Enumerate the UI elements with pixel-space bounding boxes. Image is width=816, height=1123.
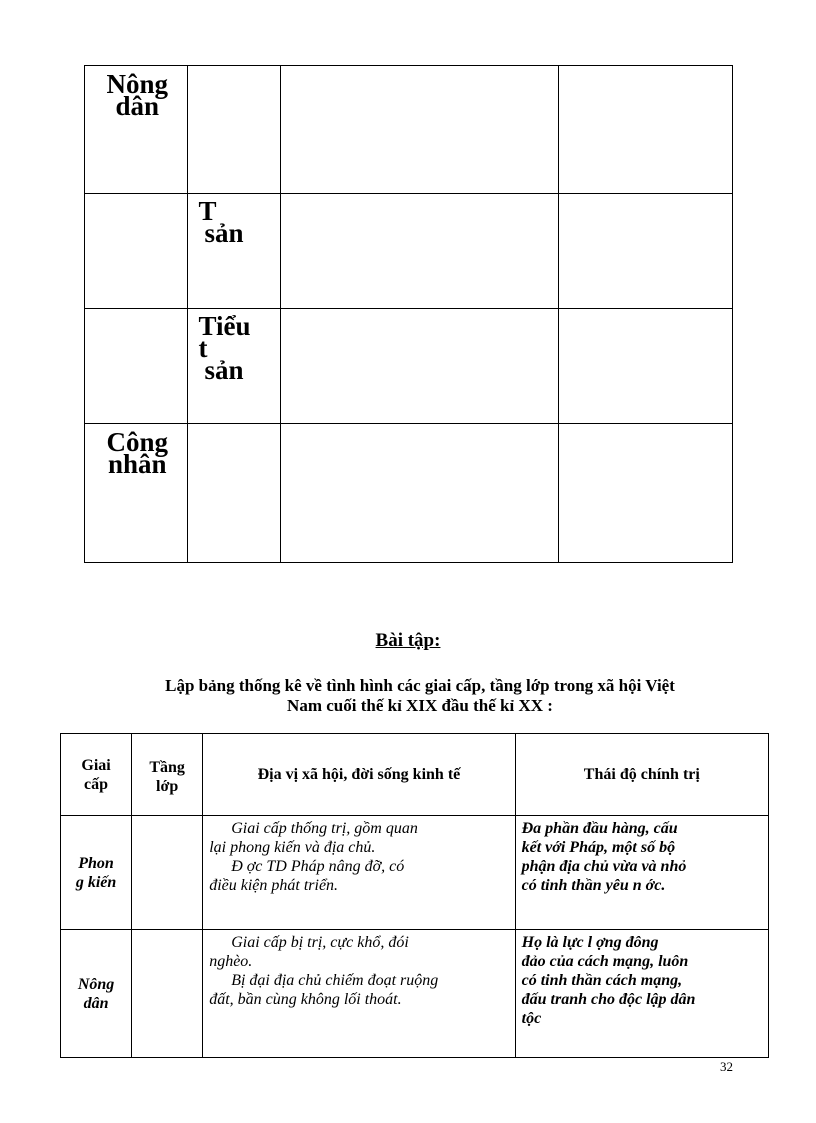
cell-text: đảo của cách mạng, luôn xyxy=(521,953,689,970)
header-cell xyxy=(203,734,515,816)
table-cell xyxy=(188,309,281,424)
cell-text: có tinh thần yêu n ớc. xyxy=(521,877,666,894)
exercise-description xyxy=(90,676,750,716)
cell-text: Giai cấp thống trị, gồm quan xyxy=(231,820,418,837)
table-cell xyxy=(559,194,733,309)
table-header-row xyxy=(61,734,769,816)
row-label: Phon xyxy=(78,854,114,872)
cell-text: t xyxy=(198,333,208,363)
header-cell xyxy=(132,734,203,816)
header-text: Tầng xyxy=(149,759,185,776)
table-row xyxy=(85,309,733,424)
table-cell xyxy=(85,66,188,194)
cell-text: nhân xyxy=(107,449,167,479)
cell-text: Nông xyxy=(106,69,168,99)
table-cell xyxy=(132,930,203,1058)
header-cell xyxy=(515,734,768,816)
cell-text: có tinh thần cách mạng, xyxy=(521,972,683,989)
cell-text: sản xyxy=(204,218,244,248)
table-cell xyxy=(85,194,188,309)
row-label: Nông xyxy=(77,975,115,993)
cell-text: Giai cấp bị trị, cực khổ, đói xyxy=(231,934,409,951)
cell-text: lại phong kiến và địa chủ. xyxy=(209,839,376,856)
table-row xyxy=(61,930,769,1058)
table-cell xyxy=(188,424,281,563)
cell-text: nghèo. xyxy=(209,953,253,970)
table-cell xyxy=(559,309,733,424)
cell-text: T xyxy=(198,196,217,226)
header-text: cấp xyxy=(84,775,109,793)
row-label: g kiến xyxy=(75,873,117,891)
page-number: 32 xyxy=(720,1059,733,1074)
table-cell xyxy=(85,309,188,424)
table-row xyxy=(85,424,733,563)
cell-text: Bị đại địa chủ chiếm đoạt ruộng xyxy=(231,972,439,989)
class-statistics-table xyxy=(60,733,769,1058)
cell-text: Tiểu xyxy=(198,311,251,341)
attitude-cell xyxy=(515,930,768,1058)
exercise-title: Bài tập: xyxy=(375,630,441,651)
table-row xyxy=(61,816,769,930)
header-text: Giai xyxy=(81,756,111,774)
exercise-description-line: Nam cuối thế kỉ XIX đầu thế kỉ XX : xyxy=(287,696,553,715)
status-cell xyxy=(203,930,515,1058)
table-row xyxy=(85,194,733,309)
status-cell xyxy=(203,816,515,930)
header-text: lớp xyxy=(156,778,179,795)
exercise-description-line: Lập bảng thống kê về tình hình các giai cấp, tầng lớp trong xã hội Việt xyxy=(165,676,675,695)
table-cell xyxy=(85,424,188,563)
cell-text: phận địa chủ vừa và nhỏ xyxy=(521,858,687,875)
cell-text: dân xyxy=(115,91,159,121)
table-cell xyxy=(559,424,733,563)
cell-text: điều kiện phát triển. xyxy=(209,877,339,894)
cell-text: Công xyxy=(106,427,168,457)
class-table-top xyxy=(84,65,733,563)
cell-text: kết với Pháp, một số bộ xyxy=(521,839,676,856)
cell-text: sản xyxy=(204,355,244,385)
cell-text: Đ ợc TD Pháp nâng đỡ, có xyxy=(231,858,405,875)
table-cell xyxy=(188,66,281,194)
cell-text: Họ là lực l ợng đông xyxy=(521,934,659,951)
row-label-cell xyxy=(61,816,132,930)
table-cell xyxy=(132,816,203,930)
cell-text: đất, bần cùng không lối thoát. xyxy=(209,991,402,1008)
header-text: Địa vị xã hội, đời sống kinh tế xyxy=(257,766,461,783)
table-row xyxy=(85,66,733,194)
table-cell xyxy=(281,424,559,563)
cell-text: Đa phần đầu hàng, cấu xyxy=(521,820,678,837)
table-cell xyxy=(281,66,559,194)
table-cell xyxy=(559,66,733,194)
cell-text: đấu tranh cho độc lập dân xyxy=(521,991,696,1008)
header-cell xyxy=(61,734,132,816)
cell-text: tộc xyxy=(521,1010,542,1027)
row-label: dân xyxy=(83,994,109,1012)
table-cell xyxy=(188,194,281,309)
table-cell xyxy=(281,194,559,309)
row-label-cell xyxy=(61,930,132,1058)
attitude-cell xyxy=(515,816,768,930)
header-text: Thái độ chính trị xyxy=(583,766,700,783)
table-cell xyxy=(281,309,559,424)
